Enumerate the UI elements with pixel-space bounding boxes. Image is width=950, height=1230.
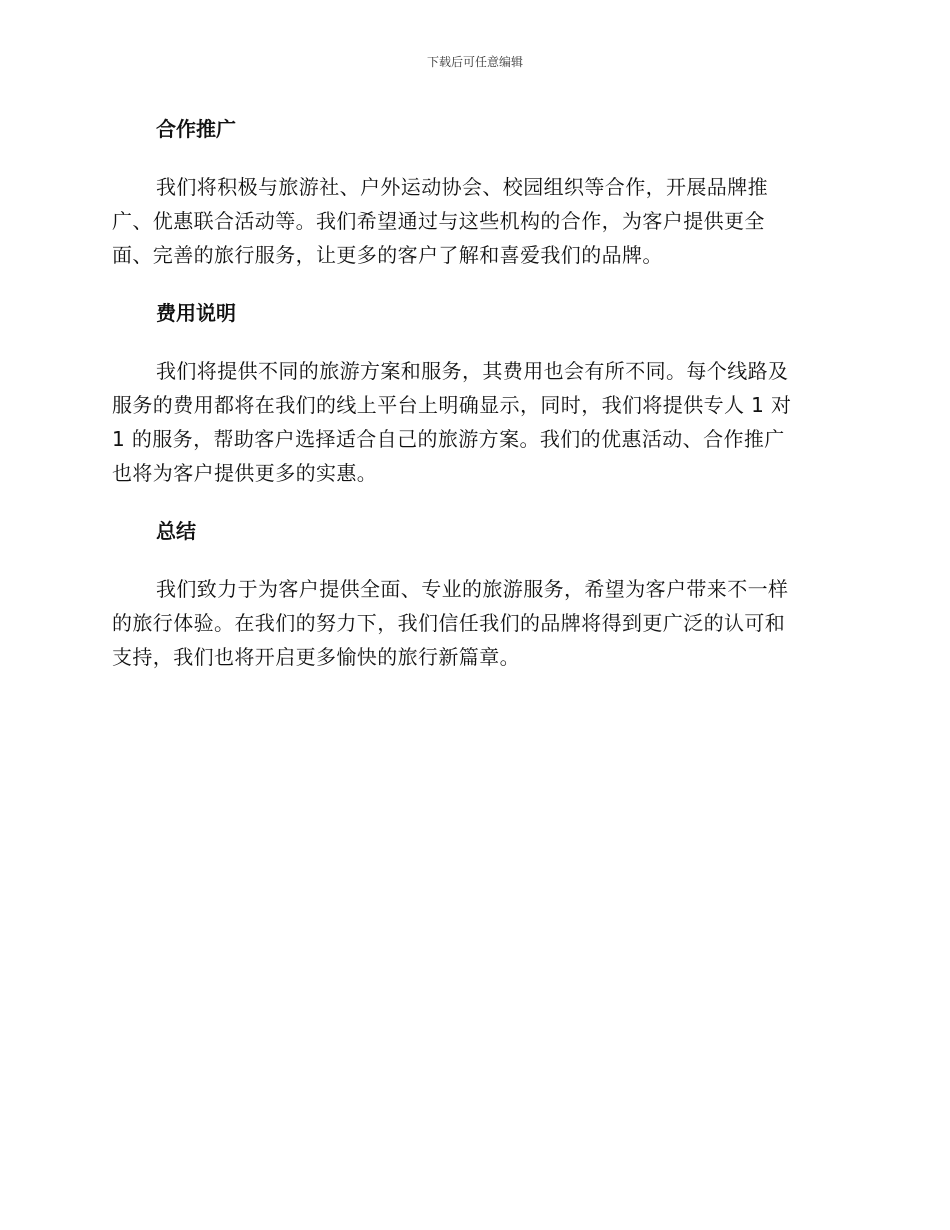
paragraph-line: 广、优惠联合活动等。我们希望通过与这些机构的合作，为客户提供更全 xyxy=(112,209,765,233)
paragraph-line: 我们将积极与旅游社、户外运动协会、校园组织等合作，开展品牌推 xyxy=(156,175,768,199)
paragraph-line: 支持，我们也将开启更多愉快的旅行新篇章。 xyxy=(112,645,520,669)
paragraph-cooperation xyxy=(112,170,832,272)
section-heading-fees: 费用说明 xyxy=(156,301,236,325)
section-heading-cooperation: 合作推广 xyxy=(156,117,236,141)
paragraph-summary xyxy=(112,572,832,674)
document-body xyxy=(112,112,832,698)
paragraph-line: 的旅行体验。在我们的努力下，我们信任我们的品牌将得到更广泛的认可和 xyxy=(112,611,786,635)
section-heading-summary: 总结 xyxy=(156,519,196,543)
paragraph-line: 服务的费用都将在我们的线上平台上明确显示，同时，我们将提供专人 1 对 xyxy=(112,393,792,417)
paragraph-fees xyxy=(112,354,832,490)
paragraph-line: 面、完善的旅行服务，让更多的客户了解和喜爱我们的品牌。 xyxy=(112,243,663,267)
page-header: 下载后可任意编辑 xyxy=(426,55,523,69)
paragraph-line: 我们致力于为客户提供全面、专业的旅游服务，希望为客户带来不一样 xyxy=(156,577,789,601)
paragraph-line: 1 的服务，帮助客户选择适合自己的旅游方案。我们的优惠活动、合作推广 xyxy=(112,427,785,451)
paragraph-line: 我们将提供不同的旅游方案和服务，其费用也会有所不同。每个线路及 xyxy=(156,359,789,383)
paragraph-line: 也将为客户提供更多的实惠。 xyxy=(112,461,378,485)
